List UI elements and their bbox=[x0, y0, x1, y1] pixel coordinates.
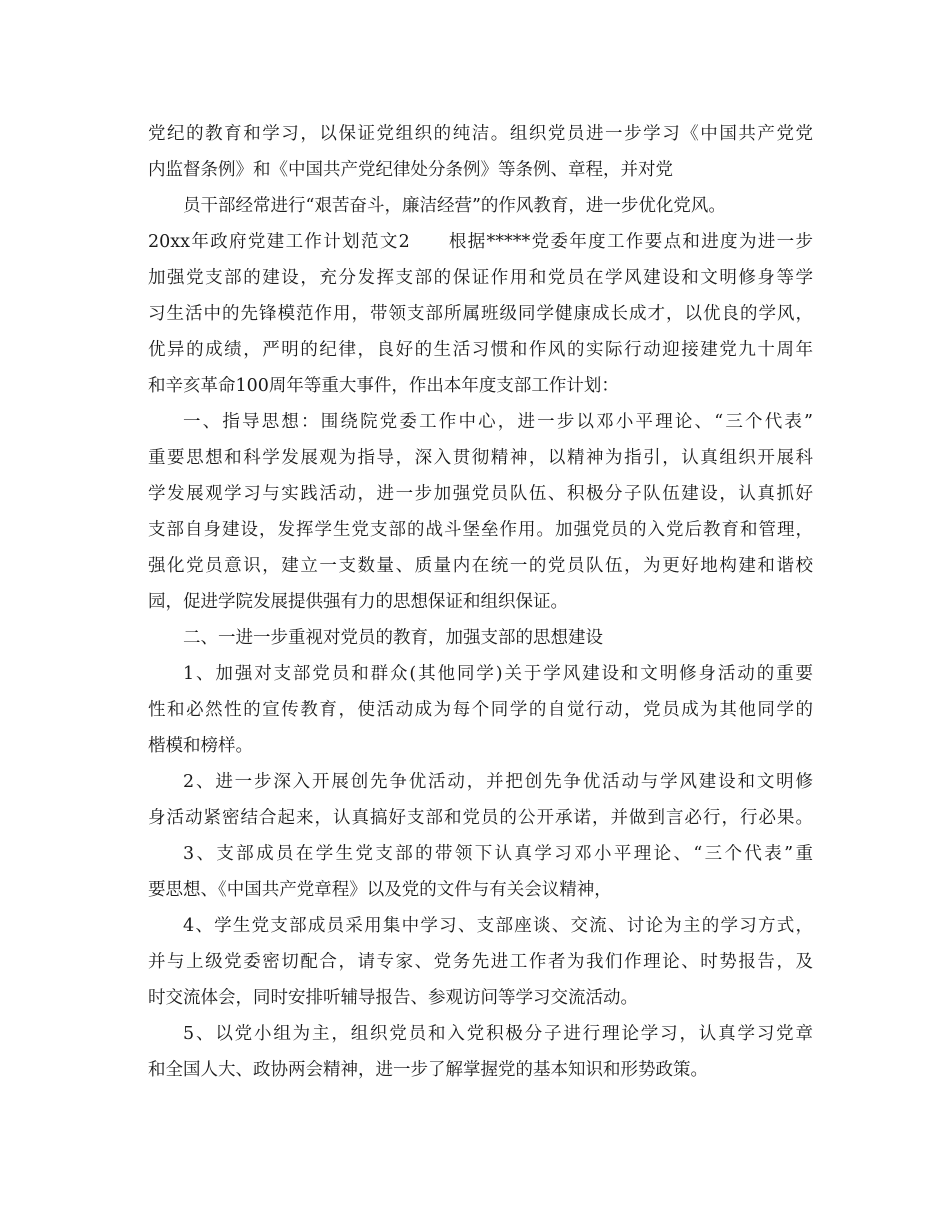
text-line: 内监督条例》和《中国共产党纪律处分条例》等条例、章程，并对党 bbox=[148, 160, 673, 180]
text-line: 身活动紧密结合起来，认真搞好支部和党员的公开承诺，并做到言必行，行必果。 bbox=[148, 808, 813, 828]
text-line: 员干部经常进行“艰苦奋斗，廉洁经营”的作风教育，进一步优化党风。 bbox=[183, 196, 726, 216]
text-line: 3、支部成员在学生党支部的带领下认真学习邓小平理论、“三个代表”重 bbox=[183, 844, 813, 864]
text-line: 学发展观学习与实践活动，进一步加强党员队伍、积极分子队伍建设，认真抓好 bbox=[148, 484, 813, 504]
text-line: 优异的成绩，严明的纪律，良好的生活习惯和作风的实际行动迎接建党九十周年 bbox=[148, 340, 813, 360]
text-line: 重要思想和科学发展观为指导，深入贯彻精神，以精神为指引，认真组织开展科 bbox=[148, 448, 813, 468]
text-line: 时交流体会，同时安排听辅导报告、参观访问等学习交流活动。 bbox=[148, 988, 638, 1008]
text-line: 2、进一步深入开展创先争优活动，并把创先争优活动与学风建设和文明修 bbox=[183, 772, 813, 792]
text-line: 一、指导思想：围绕院党委工作中心，进一步以邓小平理论、“三个代表” bbox=[183, 412, 813, 432]
text-line: 1、加强对支部党员和群众(其他同学)关于学风建设和文明修身活动的重要 bbox=[183, 664, 813, 684]
text-line: 4、学生党支部成员采用集中学习、支部座谈、交流、讨论为主的学习方式， bbox=[183, 916, 813, 936]
text-line: 党纪的教育和学习，以保证党组织的纯洁。组织党员进一步学习《中国共产党党 bbox=[148, 124, 813, 144]
text-line: 楷模和榜样。 bbox=[148, 736, 253, 756]
text-line: 20xx年政府党建工作计划范文2 根据*****党委年度工作要点和进度为进一步 bbox=[148, 232, 813, 252]
text-line: 园，促进学院发展提供强有力的思想保证和组织保证。 bbox=[148, 592, 568, 612]
section-heading: 二、一进一步重视对党员的教育，加强支部的思想建设 bbox=[183, 628, 603, 648]
text-line: 5、以党小组为主，组织党员和入党积极分子进行理论学习，认真学习党章 bbox=[183, 1024, 813, 1044]
text-line: 强化党员意识，建立一支数量、质量内在统一的党员队伍，为更好地构建和谐校 bbox=[148, 556, 813, 576]
text-line: 并与上级党委密切配合，请专家、党务先进工作者为我们作理论、时势报告，及 bbox=[148, 952, 813, 972]
text-line: 性和必然性的宣传教育，使活动成为每个同学的自觉行动，党员成为其他同学的 bbox=[148, 700, 813, 720]
text-line: 要思想、《中国共产党章程》以及党的文件与有关会议精神， bbox=[148, 880, 612, 900]
text-line: 习生活中的先锋模范作用，带领支部所属班级同学健康成长成才，以优良的学风， bbox=[148, 304, 813, 324]
document-body bbox=[148, 116, 813, 1088]
text-line: 和辛亥革命100周年等重大事件，作出本年度支部工作计划： bbox=[148, 376, 619, 396]
text-line: 和全国人大、政协两会精神，进一步了解掌握党的基本知识和形势政策。 bbox=[148, 1060, 708, 1080]
text-line: 加强党支部的建设，充分发挥支部的保证作用和党员在学风建设和文明修身等学 bbox=[148, 268, 813, 288]
text-line: 支部自身建设，发挥学生党支部的战斗堡垒作用。加强党员的入党后教育和管理， bbox=[148, 520, 813, 540]
